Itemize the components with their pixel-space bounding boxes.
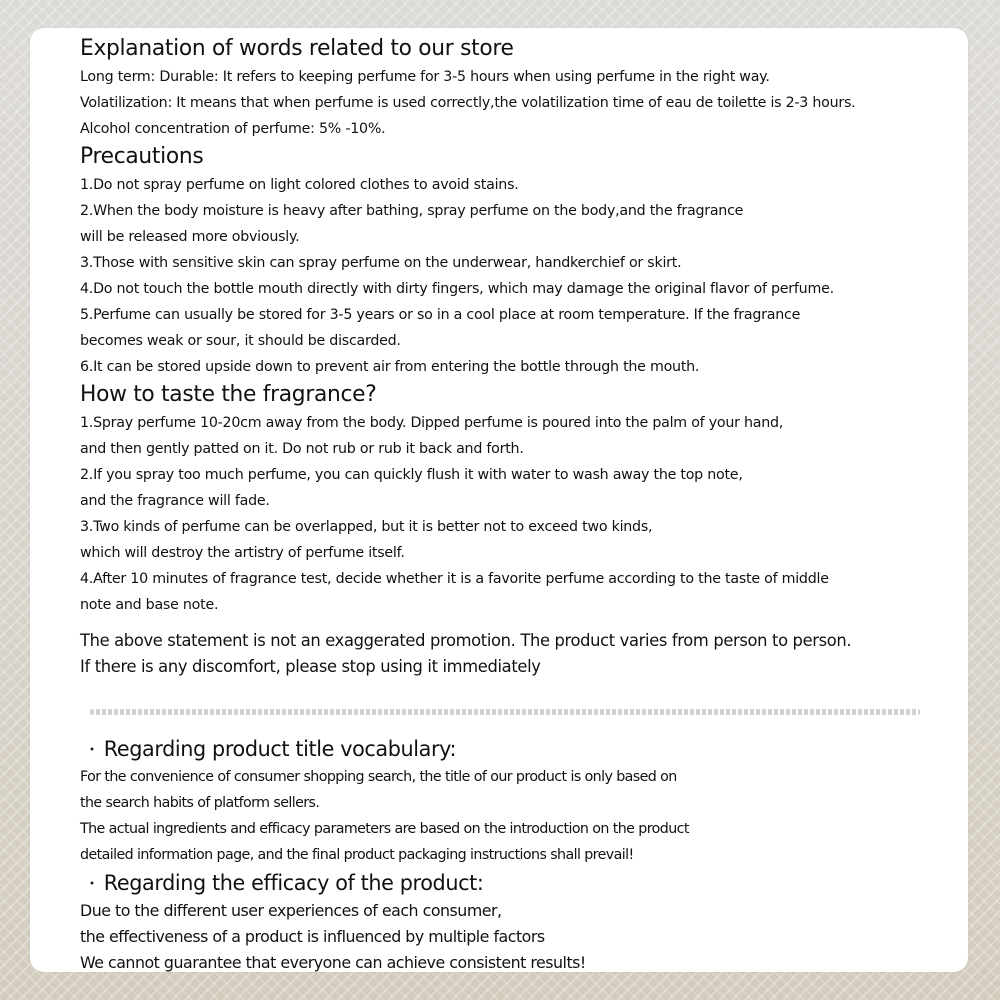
- statement-line: If there is any discomfort, please stop using it immediately: [80, 657, 541, 676]
- precautions-heading: Precautions: [80, 144, 204, 169]
- taste-line: 2.If you spray too much perfume, you can quickly flush it with water to wash away the top note,: [80, 467, 743, 483]
- bullet-icon: ・: [84, 740, 100, 759]
- precaution-line: 6.It can be stored upside down to prevent air from entering the bottle through the mouth.: [80, 359, 700, 375]
- efficacy-line: the effectiveness of a product is influenced by multiple factors: [80, 927, 545, 946]
- efficacy-title: Regarding the efficacy of the product:: [103, 871, 484, 895]
- precaution-line: 1.Do not spray perfume on light colored clothes to avoid stains.: [80, 177, 519, 193]
- vocabulary-heading: [80, 734, 950, 764]
- explanation-line: Long term: Durable: It refers to keeping perfume for 3-5 hours when using perfume in the right way.: [80, 69, 770, 85]
- info-content: [80, 34, 960, 680]
- precaution-line: 4.Do not touch the bottle mouth directly with dirty fingers, which may damage the original flavor of perfume.: [80, 281, 834, 297]
- taste-line: which will destroy the artistry of perfume itself.: [80, 545, 405, 561]
- info-card: [30, 28, 968, 972]
- efficacy-heading: [80, 868, 950, 898]
- efficacy-line: We cannot guarantee that everyone can achieve consistent results!: [80, 953, 586, 972]
- explanation-line: Alcohol concentration of perfume: 5% -10%.: [80, 121, 386, 137]
- explanation-heading: Explanation of words related to our store: [80, 36, 514, 61]
- taste-line: note and base note.: [80, 597, 219, 613]
- taste-line: and the fragrance will fade.: [80, 493, 270, 509]
- precaution-line: 2.When the body moisture is heavy after bathing, spray perfume on the body,and the fragrance: [80, 203, 744, 219]
- wavy-divider: [90, 709, 920, 715]
- taste-line: 4.After 10 minutes of fragrance test, decide whether it is a favorite perfume according to the taste of middle: [80, 571, 829, 587]
- precaution-line: will be released more obviously.: [80, 229, 300, 245]
- vocabulary-line: detailed information page, and the final product packaging instructions shall prevail!: [80, 847, 634, 863]
- taste-line: 1.Spray perfume 10-20cm away from the body. Dipped perfume is poured into the palm of your hand,: [80, 415, 784, 431]
- taste-heading: How to taste the fragrance?: [80, 382, 377, 407]
- precaution-line: 5.Perfume can usually be stored for 3-5 years or so in a cool place at room temperature. If the fragrance: [80, 307, 801, 323]
- taste-line: and then gently patted on it. Do not rub or rub it back and forth.: [80, 441, 524, 457]
- vocabulary-title: Regarding product title vocabulary:: [103, 737, 457, 761]
- precaution-line: becomes weak or sour, it should be discarded.: [80, 333, 401, 349]
- vocabulary-line: The actual ingredients and efficacy parameters are based on the introduction on the product: [80, 821, 689, 837]
- taste-line: 3.Two kinds of perfume can be overlapped, but it is better not to exceed two kinds,: [80, 519, 653, 535]
- efficacy-line: Due to the different user experiences of each consumer,: [80, 901, 502, 920]
- explanation-line: Volatilization: It means that when perfume is used correctly,the volatilization time of eau de toilette is 2-3 hours.: [80, 95, 856, 111]
- statement-line: The above statement is not an exaggerated promotion. The product varies from person to person.: [80, 631, 852, 650]
- vocabulary-line: For the convenience of consumer shopping search, the title of our product is only based on: [80, 769, 677, 785]
- vocabulary-line: the search habits of platform sellers.: [80, 795, 320, 811]
- bullet-icon: ・: [84, 874, 100, 893]
- precaution-line: 3.Those with sensitive skin can spray perfume on the underwear, handkerchief or skirt.: [80, 255, 682, 271]
- notes-section: [80, 734, 960, 976]
